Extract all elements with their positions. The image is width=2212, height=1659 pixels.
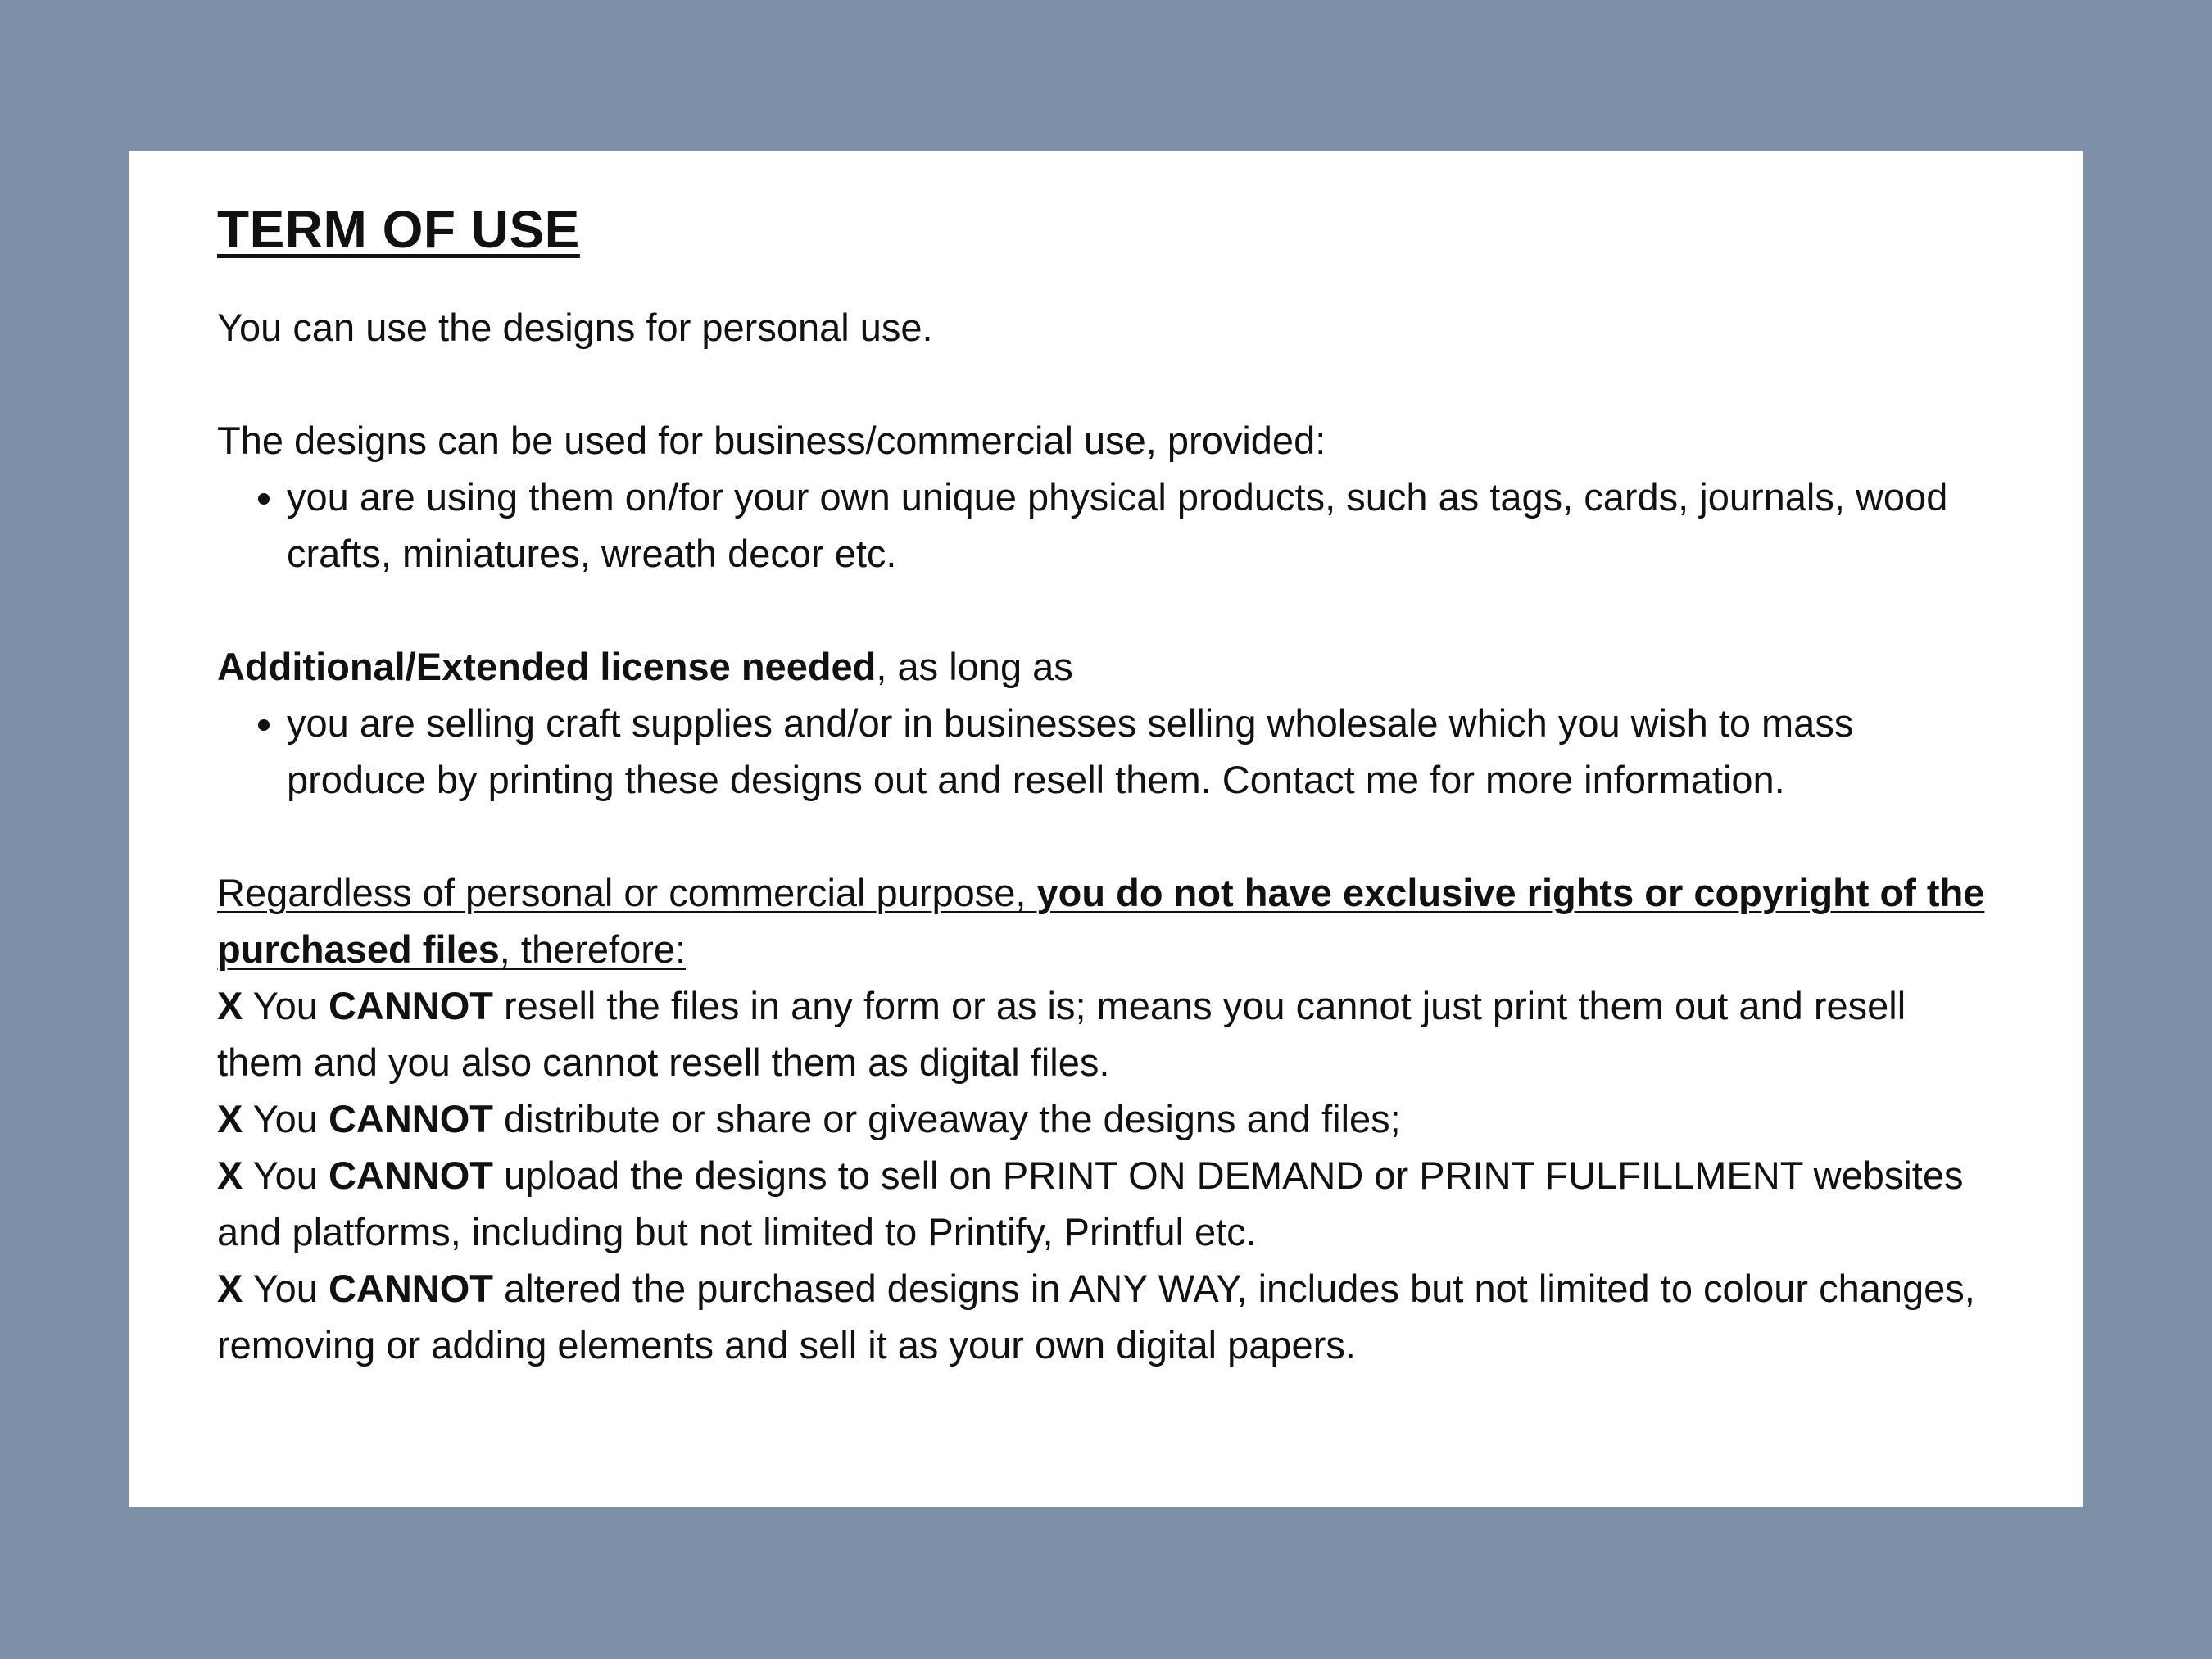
restriction-mark: X — [217, 1266, 243, 1310]
restriction-you: You — [243, 1096, 329, 1140]
restriction-cannot: CANNOT — [328, 1153, 493, 1197]
commercial-intro: The designs can be used for business/commercial use, provided: — [217, 418, 1326, 462]
personal-use-text: You can use the designs for personal use. — [217, 305, 933, 349]
extended-license-bold: Additional/Extended license needed — [217, 644, 877, 688]
terms-body — [217, 299, 1995, 1373]
extended-list — [217, 695, 1995, 808]
page-title: TERM OF USE — [217, 200, 580, 259]
restriction-you: You — [243, 1266, 329, 1310]
restriction-cannot: CANNOT — [328, 983, 493, 1027]
restriction-cannot: CANNOT — [328, 1266, 493, 1310]
rights-statement — [217, 864, 1995, 977]
commercial-list — [217, 469, 1995, 582]
restriction-you: You — [243, 1153, 329, 1197]
list-item: • you are selling craft supplies and/or in businesses selling wholesale which you wish to mass produce by printing these designs out and resell them. Contact me for more information. — [287, 695, 1995, 808]
restriction-text: resell the files in any form or as is; means you cannot just print them out and resell them and you also cannot resell them as digital files. — [217, 983, 1906, 1084]
spacer — [217, 808, 1995, 864]
extended-license-rest: , as long as — [876, 644, 1073, 688]
restriction-you: You — [243, 983, 329, 1027]
restriction-mark: X — [217, 1153, 243, 1197]
restriction-cannot: CANNOT — [328, 1096, 493, 1140]
rights-bold: you do not have exclusive rights or copyright of the purchased files — [217, 870, 1985, 971]
restriction-text: upload the designs to sell on PRINT ON DEMAND or PRINT FULFILLMENT websites and platforms, including but not limited to Printify, Printful etc. — [217, 1153, 1964, 1253]
spacer — [217, 356, 1995, 412]
restriction-item — [217, 1260, 1995, 1373]
restriction-item — [217, 1147, 1995, 1260]
terms-card — [129, 151, 2083, 1507]
restriction-item — [217, 1090, 1995, 1147]
restriction-text: distribute or share or giveaway the designs and files; — [493, 1096, 1401, 1140]
rights-part2: , therefore: — [499, 927, 687, 971]
spacer — [217, 582, 1995, 638]
restriction-mark: X — [217, 1096, 243, 1140]
restriction-mark: X — [217, 983, 243, 1027]
restriction-item — [217, 977, 1995, 1090]
restriction-text: altered the purchased designs in ANY WAY, includes but not limited to colour changes, removing or adding elements and sell it as your own digital papers. — [217, 1266, 1975, 1367]
rights-part1: Regardless of personal or commercial purpose, — [217, 870, 1037, 914]
extended-license-intro — [217, 638, 1995, 695]
list-item: • you are using them on/for your own unique physical products, such as tags, cards, journals, wood crafts, miniatures, wreath decor etc. — [287, 469, 1995, 582]
